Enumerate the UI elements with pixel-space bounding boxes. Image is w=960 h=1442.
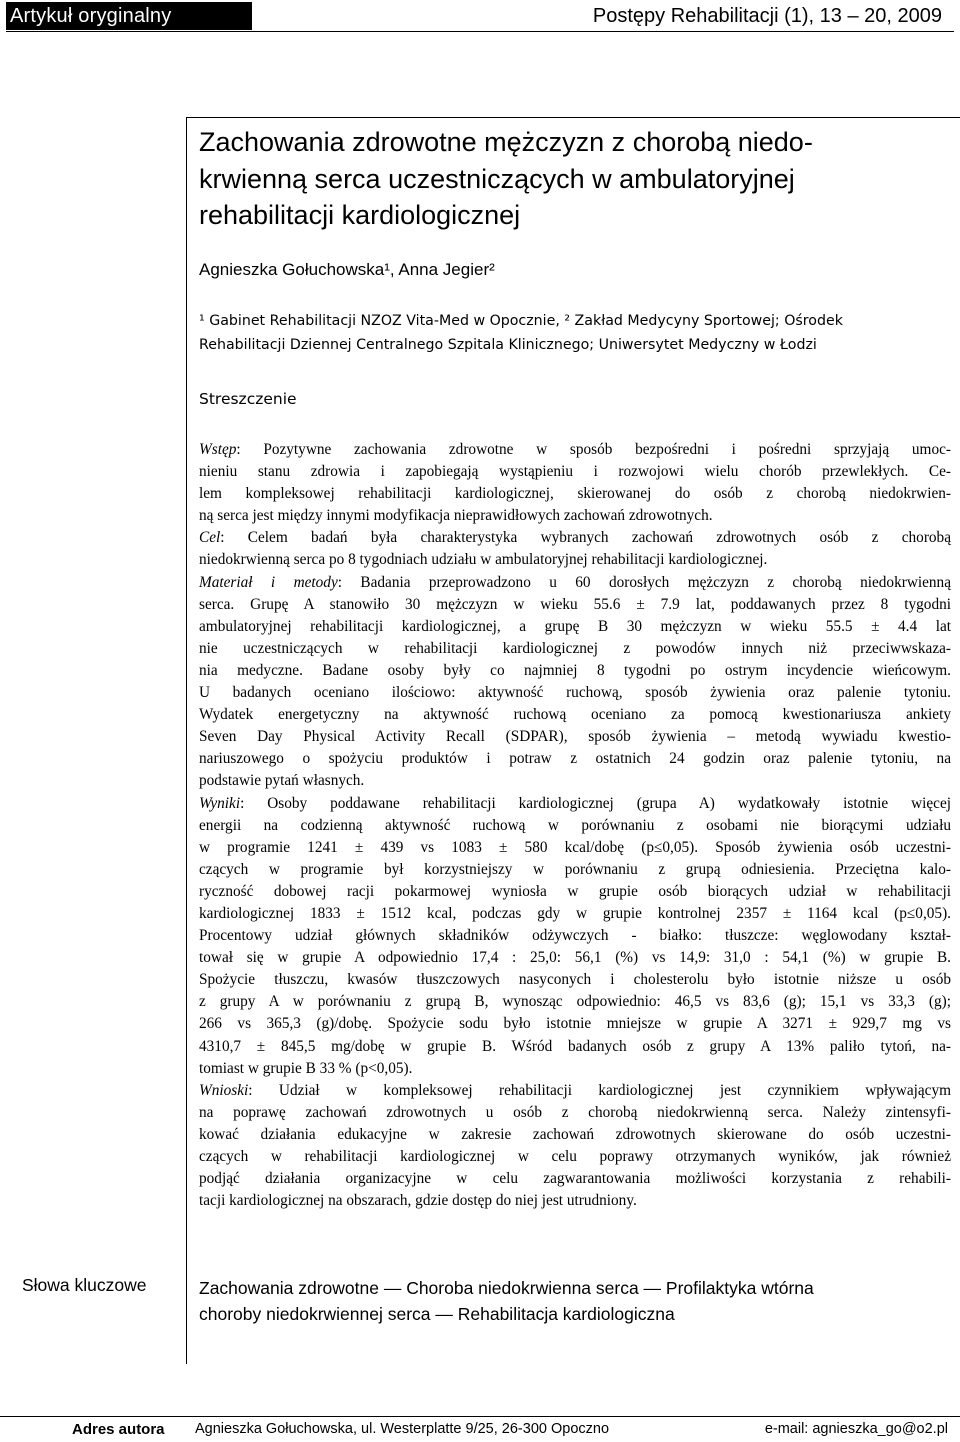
abstract-text: Seven Day Physical Activity Recall (SDPAR), sposób żywienia – metodą wywiadu kwestio- <box>199 728 951 746</box>
abstract-line <box>199 925 951 947</box>
abstract-line <box>199 549 951 571</box>
abstract-line <box>199 991 951 1013</box>
author-address: Agnieszka Gołuchowska, ul. Westerplatte 9/25, 26-300 Opoczno <box>195 1421 610 1437</box>
abstract-heading: Streszczenie <box>199 390 297 408</box>
abstract-line <box>199 1102 951 1124</box>
header-divider <box>6 31 954 32</box>
authors: Agnieszka Gołuchowska¹, Anna Jegier² <box>199 260 495 279</box>
abstract-line <box>199 616 951 638</box>
abstract-text: 266 vs 365,3 (g)/dobę. Spożycie sodu było istotnie mniejsze w grupie A 3271 ± 929,7 mg vs <box>199 1015 951 1033</box>
abstract-text: nariuszowego o spożyciu produktów i potraw z ostatnich 24 godzin oraz palenie tytoniu, na <box>199 750 951 768</box>
abstract-text: czących w rehabilitacji kardiologicznej w celu poprawy otrzymanych wyników, jak również <box>199 1148 951 1165</box>
author-address-label: Adres autora <box>72 1421 165 1438</box>
abstract-line <box>199 903 951 925</box>
abstract-line <box>199 1080 951 1102</box>
abstract-text: Procentowy udział głównych składników odżywczych - białko: tłuszcze: węglowodany kształ- <box>199 927 951 945</box>
author-email: e-mail: agnieszka_go@o2.pl <box>764 1421 948 1437</box>
abstract-text: : Osoby poddawane rehabilitacji kardiologicznej (grupa A) wydatkowały istotnie więcej <box>240 794 951 812</box>
abstract-body <box>199 439 951 1212</box>
abstract-line <box>199 859 951 881</box>
abstract-line <box>199 748 951 770</box>
affiliations <box>199 309 955 357</box>
abstract-text: nie uczestniczących w rehabilitacji kardiologicznej z powodów innych niż przeciwwskaza- <box>199 639 951 657</box>
keywords-line: choroby niedokrwiennej serca — Rehabilitacja kardiologiczna <box>199 1304 675 1324</box>
abstract-text: kować działania edukacyjne w zakresie zachowań zdrowotnych skierowane do osób uczestni- <box>199 1125 951 1143</box>
abstract-section-label: Wyniki <box>199 794 241 812</box>
abstract-line <box>199 1190 951 1212</box>
abstract-line <box>199 461 951 483</box>
abstract-section-label: Cel <box>199 529 221 547</box>
abstract-text: Wydatek energetyczny na aktywność ruchową oceniano za pomocą kwestionariusza ankiety <box>199 706 951 724</box>
abstract-text: kardiologicznej 1833 ± 1512 kcal, podczas gdy w grupie kontrolnej 2357 ± 1164 kcal (p≤0,05). <box>199 904 951 922</box>
abstract-text: niedokrwienną serca po 8 tygodniach udziału w ambulatoryjnej rehabilitacji kardiologicznej. <box>199 551 768 569</box>
abstract-line <box>199 594 951 616</box>
abstract-line <box>199 1168 951 1190</box>
abstract-text: : Pozytywne zachowania zdrowotne w sposób bezpośredni i pośredni sprzyjają umoc- <box>236 441 951 458</box>
abstract-line <box>199 815 951 837</box>
keywords <box>199 1275 955 1327</box>
abstract-text: ryczność dobowej racji pokarmowej wyniosła w grupie osób biorących udział w rehabilitacji <box>199 882 951 900</box>
abstract-line <box>199 770 951 792</box>
abstract-line <box>199 704 951 726</box>
abstract-text: podstawie pytań własnych. <box>199 772 365 790</box>
abstract-text: tomiast w grupie B 33 % (p<0,05). <box>199 1059 413 1077</box>
abstract-line <box>199 505 951 527</box>
abstract-line <box>199 1124 951 1146</box>
abstract-line <box>199 726 951 748</box>
abstract-text: nieniu stanu zdrowia i zapobiegają wystąpieniu i rozwojowi wielu chorób przewlekłych. Ce- <box>199 463 951 481</box>
article-type-label: Artykuł oryginalny <box>6 2 252 30</box>
abstract-line <box>199 439 951 461</box>
abstract-text: na poprawę zachowań zdrowotnych u osób z chorobą niedokrwienną serca. Należy zintensyfi- <box>199 1103 951 1121</box>
abstract-section-label: Wstęp <box>199 441 237 458</box>
abstract-line <box>199 1013 951 1035</box>
abstract-text: w programie 1241 ± 439 vs 1083 ± 580 kcal/dobę (p≤0,05). Sposób żywienia osób uczestni- <box>199 838 951 856</box>
title-line: Zachowania zdrowotne mężczyzn z chorobą niedo- <box>199 127 813 157</box>
title-line: rehabilitacji kardiologicznej <box>199 200 521 230</box>
abstract-line <box>199 483 951 505</box>
abstract-text: tował się w grupie A odpowiednio 17,4 : 25,0: 56,1 (%) vs 14,9: 31,0 : 54,1 (%) w grupie B. <box>199 949 951 967</box>
abstract-text: czących w programie był korzystniejszy w porównaniu z grupą odniesienia. Przeciętna kalo- <box>199 860 951 878</box>
abstract-line <box>199 881 951 903</box>
abstract-section-label: Materiał i metody <box>199 573 338 591</box>
journal-citation: Postępy Rehabilitacji (1), 13 – 20, 2009 <box>592 5 942 27</box>
abstract-text: 4310,7 ± 845,5 mg/dobę w grupie B. Wśród badanych osób z grupy A 13% paliło tytoń, na- <box>199 1037 951 1055</box>
footer-divider <box>0 1416 960 1417</box>
abstract-text: : Badania przeprowadzono u 60 dorosłych mężczyzn z chorobą niedokrwienną <box>337 573 951 591</box>
abstract-line <box>199 527 951 549</box>
abstract-text: ambulatoryjnej rehabilitacji kardiologicznej, a grupę B 30 mężczyzn w wieku 55.5 ± 4.4 lat <box>199 617 951 635</box>
abstract-line <box>199 660 951 682</box>
abstract-text: : Udział w kompleksowej rehabilitacji kardiologicznej jest czynnikiem wpływającym <box>248 1081 951 1099</box>
abstract-text: z grupy A w porównaniu z grupą B, wynosząc odpowiednio: 46,5 vs 83,6 (g); 15,1 vs 33,3 (g); <box>199 993 951 1011</box>
abstract-text: ną serca jest między innymi modyfikacja nieprawidłowych zachowań zdrowotnych. <box>199 507 713 525</box>
abstract-line <box>199 837 951 859</box>
affiliation-line: ¹ Gabinet Rehabilitacji NZOZ Vita-Med w Opocznie, ² Zakład Medycyny Sportowej; Ośrodek <box>199 313 843 329</box>
abstract-line <box>199 947 951 969</box>
article-title <box>199 124 955 234</box>
keywords-label: Słowa kluczowe <box>22 1275 147 1295</box>
abstract-line <box>199 572 951 594</box>
column-divider <box>186 117 187 1364</box>
abstract-line <box>199 1058 951 1080</box>
title-top-divider <box>186 117 960 118</box>
affiliation-line: Rehabilitacji Dziennej Centralnego Szpitala Klinicznego; Uniwersytet Medyczny w Łodzi <box>199 337 817 353</box>
abstract-text: lem kompleksowej rehabilitacji kardiologicznej, skierowanej do osób z chorobą niedokrwien- <box>199 485 951 503</box>
abstract-text: serca. Grupę A stanowiło 30 mężczyzn w wieku 55.6 ± 7.9 lat, poddawanych przez 8 tygodni <box>199 595 951 613</box>
abstract-text: U badanych oceniano ilościowo: aktywność ruchową, sposób żywienia oraz palenie tytoniu. <box>199 684 951 702</box>
abstract-line <box>199 1036 951 1058</box>
abstract-line <box>199 682 951 704</box>
abstract-section-label: Wnioski <box>199 1081 249 1099</box>
abstract-line <box>199 638 951 660</box>
keywords-line: Zachowania zdrowotne — Choroba niedokrwienna serca — Profilaktyka wtórna <box>199 1278 814 1298</box>
abstract-line <box>199 1146 951 1168</box>
abstract-line <box>199 969 951 991</box>
abstract-text: Spożycie tłuszczu, kwasów tłuszczowych nasyconych i cholesterolu było istotnie niższe u osób <box>199 971 951 989</box>
abstract-line <box>199 793 951 815</box>
title-line: krwienną serca uczestniczących w ambulatoryjnej <box>199 163 795 194</box>
abstract-text: nia medyczne. Badane osoby były co najmniej 8 tygodni po ostrym incydencie wieńcowym. <box>199 661 951 679</box>
abstract-text: energii na codzienną aktywność ruchową w porównaniu z osobami nie biorącymi udziału <box>199 816 951 834</box>
abstract-text: podjąć działania organizacyjne w celu zagwarantowania możliwości korzystania z rehabili- <box>199 1170 951 1188</box>
abstract-text: tacji kardiologicznej na obszarach, gdzie dostęp do niej jest utrudniony. <box>199 1192 637 1210</box>
abstract-text: : Celem badań była charakterystyka wybranych zachowań zdrowotnych osób z chorobą <box>220 529 951 547</box>
